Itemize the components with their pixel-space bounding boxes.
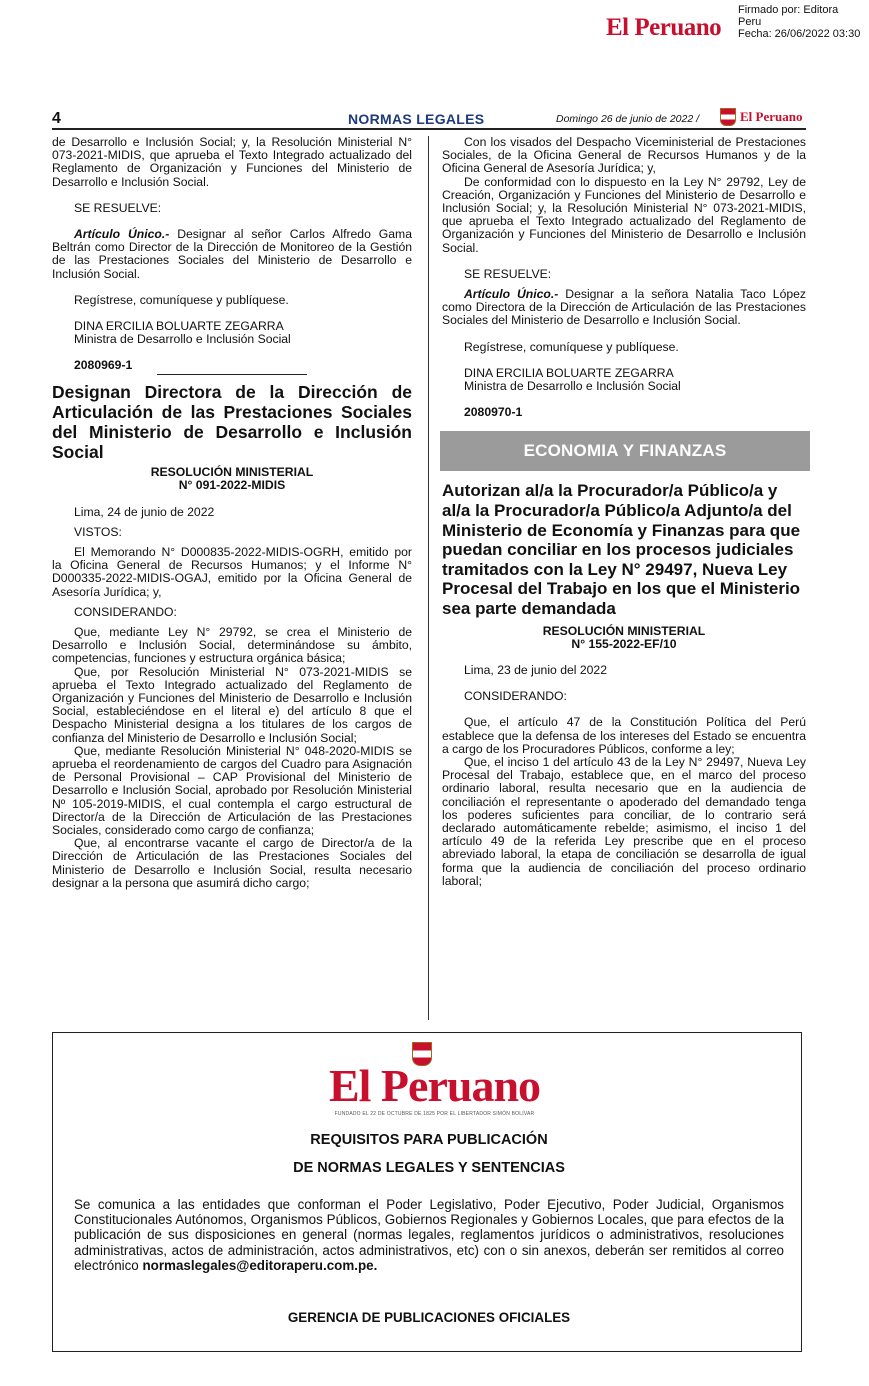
paragraph: de Desarrollo e Inclusión Social; y, la Resolución Ministerial N° 073-2021-MIDIS, que aprueba el Texto Integrado actualizado del Reglamento de Organización y Funciones del Ministerio de Desarrollo e Inclusión Social. — [52, 135, 412, 189]
paragraph: El Memorando N° D000835-2022-MIDIS-OGRH, emitido por la Oficina General de Recursos Humanos; y el Informe N° D000335-2022-MIDIS-OGAJ, emitido por la Oficina General de Asesoría Jurídica; y, — [52, 544, 412, 599]
document-code: 2080969-1 — [74, 358, 133, 373]
header-logo — [720, 108, 802, 126]
article-title: Autorizan al/a la Procurador/a Público/a y al/a la Procurador/a Público/a Adjunto/a del Ministerio de Economía y Finanzas para que puedan conciliar en los procesos judiciales tramitados con la Ley N° 29497, Nueva Ley Procesal del Trabajo en los que el Ministerio sea parte demandada — [442, 481, 801, 619]
document-code: 2080970-1 — [464, 405, 523, 420]
vistos: VISTOS: — [74, 524, 122, 539]
notice-body — [74, 1197, 784, 1273]
left-column — [52, 136, 412, 890]
header-logo-text: El Peruano — [740, 109, 803, 124]
articulo-unico — [442, 288, 806, 328]
resolution-type: RESOLUCIÓN MINISTERIAL — [542, 623, 706, 638]
paragraph: Con los visados del Despacho Viceministerial de Prestaciones Sociales, de la Oficina General de Recursos Humanos y de la Oficina General de Asesoría Jurídica; y, — [442, 135, 806, 176]
signature-line-2: Peru — [738, 16, 762, 28]
notice-heading-2: DE NORMAS LEGALES Y SENTENCIAS — [293, 1160, 565, 1176]
article-title: Designan Directora de la Dirección de Articulación de las Prestaciones Sociales del Ministerio de Desarrollo e Inclusión Social — [52, 382, 412, 463]
paragraph: De conformidad con lo dispuesto en la Ley N° 29792, Ley de Creación, Organización y Funciones del Ministerio de Desarrollo e Inclusión Social; y, la Resolución Ministerial N° 073-2021-MIDIS, que aprueba el Texto Integrado actualizado del Reglamento de Organización y Funciones del Ministerio de Desarrollo e Inclusión Social. — [442, 174, 806, 255]
section-band: ECONOMIA Y FINANZAS — [440, 431, 810, 471]
considerando: CONSIDERANDO: — [464, 689, 567, 704]
paragraph: Que, al encontrarse vacante el cargo de Director/a de la Dirección de Articulación de las Prestaciones Sociales del Ministerio de Desarrollo e Inclusión Social, resulta necesario designar a la persona que asumirá dicho cargo; — [52, 836, 412, 890]
paragraph: Que, mediante Ley N° 29792, se crea el Ministerio de Desarrollo e Inclusión Social, determinándose su ámbito, competencias, funciones y estructura orgánica básica; — [52, 624, 412, 666]
notice-email: normaslegales@editoraperu.com.pe. — [142, 1257, 378, 1273]
signature-line-3: Fecha: 26/06/2022 03:30 — [738, 28, 861, 40]
paragraph: Que, el artículo 47 de la Constitución Política del Perú establece que la defensa de los intereses del Estado se encuentra a cargo de los Procuradores Públicos, conforme a ley; — [442, 715, 806, 756]
header-section-title: NORMAS LEGALES — [348, 111, 485, 127]
digital-signature — [738, 4, 860, 40]
header-date: Domingo 26 de junio de 2022 / — [556, 113, 700, 125]
page-number: 4 — [52, 110, 61, 127]
resolution-type: RESOLUCIÓN MINISTERIAL — [150, 465, 314, 480]
articulo-label: Artículo Único.- — [464, 287, 559, 302]
articulo-text: Designar a la señora Natalia Taco López como Directora de la Dirección de Articulación de las Prestaciones Sociales del Ministerio de Desarrollo e Inclusión Social. — [442, 287, 807, 328]
notice-logo: El Peruano — [328, 1060, 541, 1111]
notice-heading-1: REQUISITOS PARA PUBLICACIÓN — [310, 1132, 548, 1148]
right-column — [442, 136, 806, 888]
signature-line-1: Firmado por: Editora — [738, 4, 839, 16]
se-resuelve: SE RESUELVE: — [74, 200, 162, 215]
signature-logo: El Peruano — [606, 14, 722, 41]
paragraph: Que, el inciso 1 del artículo 43 de la Ley N° 29497, Nueva Ley Procesal del Trabajo, establece que, en el marco del proceso ordinario laboral, resulta necesario que en la audiencia de conciliación el representante o apoderado del demandado tenga los poderes suficientes para conciliar, de lo contrario será declarado automáticamente rebelde; asimismo, el inciso 1 del artículo 49 de la referida Ley prescribe que en el proceso abreviado laboral, la etapa de conciliación se desarrolla de igual forma que la audiencia de conciliación del proceso ordinario laboral; — [442, 755, 806, 888]
resolution-number: N° 155-2022-EF/10 — [571, 636, 677, 651]
signer-name: DINA ERCILIA BOLUARTE ZEGARRA — [74, 319, 284, 334]
signer-name: DINA ERCILIA BOLUARTE ZEGARRA — [464, 365, 674, 380]
header-rule — [52, 128, 806, 130]
signer-role: Ministra de Desarrollo e Inclusión Social — [464, 379, 681, 394]
articulo-label: Artículo Único.- — [74, 227, 170, 242]
articulo-unico — [52, 228, 412, 281]
articulo-text: Designar al señor Carlos Alfredo Gama Beltrán como Director de la Dirección de Monitoreo de la Gestión de las Prestaciones Sociales del Ministerio de Desarrollo e Inclusión Social. — [52, 227, 412, 281]
notice-footer: GERENCIA DE PUBLICACIONES OFICIALES — [287, 1310, 571, 1325]
place-date: Lima, 23 de junio del 2022 — [464, 663, 607, 678]
se-resuelve: SE RESUELVE: — [464, 266, 552, 281]
notice-logo-tagline: FUNDADO EL 22 DE OCTUBRE DE 1825 POR EL LIBERTADOR SIMÓN BOLÍVAR — [334, 1111, 535, 1117]
column-divider — [428, 136, 429, 1020]
notice-body-text: Se comunica a las entidades que conforman el Poder Legislativo, Poder Ejecutivo, Poder Judicial, Organismos Constitucionales Autónomos, Organismos Públicos, Gobiernos Regionales y Gobiernos Locales, que para efectos de la publicación de sus disposiciones en general (normas legales, reglamentos jurídicos o administrativos, resoluciones administrativas, actos de administración, actos administrativos, etc) con o sin anexos, deberán ser remitidos al correo electrónico — [74, 1197, 784, 1273]
paragraph: Que, mediante Resolución Ministerial N° 048-2020-MIDIS se aprueba el reordenamiento de cargos del Cuadro para Asignación de Personal Provisional – CAP Provisional del Ministerio de Desarrollo e Inclusión Social, aprobado por Resolución Ministerial Nº 105-2019-MIDIS, el cual contempla el cargo estructural de Director/a de la Dirección de Articulación de las Prestaciones Sociales, considerado como cargo de confianza; — [52, 743, 412, 838]
signer-role: Ministra de Desarrollo e Inclusión Social — [74, 332, 291, 347]
place-date: Lima, 24 de junio de 2022 — [74, 504, 215, 519]
registrese: Regístrese, comuníquese y publíquese. — [74, 292, 289, 307]
considerando: CONSIDERANDO: — [74, 604, 177, 619]
paragraph: Que, por Resolución Ministerial N° 073-2021-MIDIS se aprueba el Texto Integrado actualizado del Reglamento de Organización y Funciones del Ministerio de Desarrollo e Inclusión Social, estableciéndose en el literal e) del artículo 8 que el Despacho Ministerial designa a los titulares de los cargos de confianza del Ministerio de Desarrollo e Inclusión Social; — [52, 664, 412, 745]
resolution-number: N° 091-2022-MIDIS — [178, 478, 286, 493]
registrese: Regístrese, comuníquese y publíquese. — [464, 339, 679, 354]
coat-of-arms-icon — [720, 108, 736, 126]
